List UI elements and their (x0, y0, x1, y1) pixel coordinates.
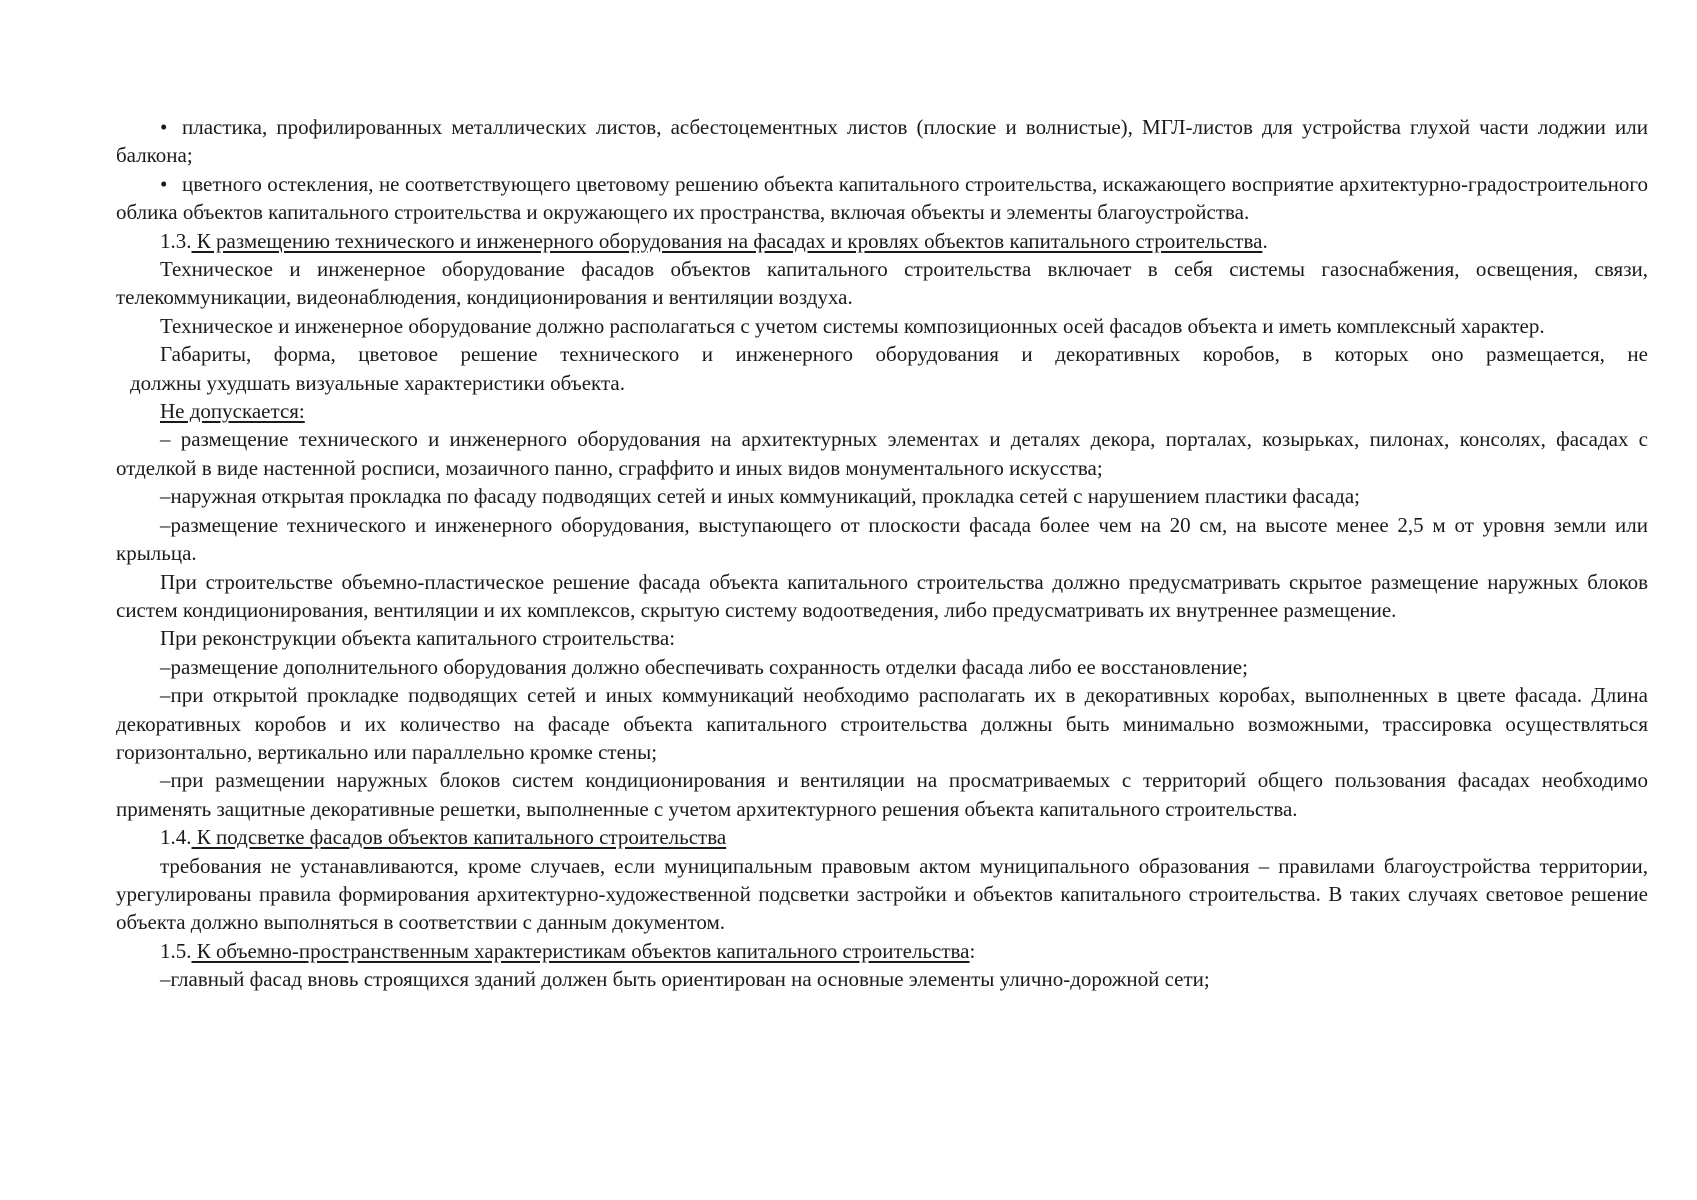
list-item: – размещение технического и инженерного оборудования на архитектурных элементах и деталях декора, порталах, козырьках, пилонах, консолях, фасадах с отделкой в виде настенной росписи, мозаичного панно, сграффито и иных видов монументального искусства; (116, 427, 1648, 480)
paragraph: Габариты, форма, цветовое решение технического и инженерного оборудования и декоративных коробов, в которых оно размещается, не (160, 342, 1648, 367)
paragraph: При реконструкции объекта капитального строительства: (160, 626, 676, 651)
bullet-icon: • (160, 115, 168, 139)
bullet-text: пластика, профилированных металлических листов, асбестоцементных листов (плоские и волнистые), МГЛ-листов для устройства глухой части лоджии или балкона; (116, 115, 1648, 168)
not-allowed-label-row (116, 397, 1648, 425)
bullet-item-plastic (116, 113, 1648, 170)
list-item: –размещение технического и инженерного оборудования, выступающего от плоскости фасада более чем на 20 см, на высоте менее 2,5 м от уровня земли или крыльца. (116, 512, 1648, 566)
section-heading-1-3 (116, 227, 1648, 255)
section-title: К подсветке фасадов объектов капитального строительства (191, 825, 727, 850)
list-item: –при размещении наружных блоков систем кондиционирования и вентиляции на просматриваемых с территорий общего пользования фасадах необходимо применять защитные декоративные решетки, выполненные с учетом архитектурного решения объекта капитального строительства. (116, 768, 1648, 821)
paragraph: требования не устанавливаются, кроме случаев, если муниципальным правовым актом муниципального образования – правилами благоустройства территории, урегулированы правила формирования архитектурно-художественной подсветки застройки и объектов капитального строительства. В таких случаях световое решение объекта должно выполняться в соответствии с данным документом. (116, 853, 1648, 935)
list-item: –размещение дополнительного оборудования должно обеспечивать сохранность отделки фасада либо ее восстановление; (160, 654, 1248, 679)
paragraph: При строительстве объемно-пластическое решение фасада объекта капитального строительства должно предусматривать скрытое размещение наружных блоков систем кондиционирования, вентиляции и их комплексов, скрытую систему водоотведения, либо предусматривать их внутреннее размещение. (116, 569, 1648, 622)
bullet-icon: • (160, 171, 168, 196)
document-page (116, 113, 1648, 994)
paragraph: Техническое и инженерное оборудование фасадов объектов капитального строительства включает в себя системы газоснабжения, освещения, связи, телекоммуникации, видеонаблюдения, кондиционирования и вентиляции воздуха. (116, 257, 1648, 310)
section-title: К размещению технического и инженерного оборудования на фасадах и кровлях объектов капитального строительства (191, 228, 1263, 253)
section-number: 1.4. (160, 825, 192, 850)
section-title-end: : (969, 938, 976, 963)
list-item: –при открытой прокладке подводящих сетей и иных коммуникаций необходимо располагать их в декоративных коробах, выполненных в цвете фасада. Длина декоративных коробов и их количество на фасаде объекта капитального строительства должны быть минимально возможными, трассировка осуществляться горизонтально, вертикально или параллельно кромке стены; (116, 683, 1648, 764)
not-allowed-label: Не допускается: (160, 399, 305, 424)
list-item: –наружная открытая прокладка по фасаду подводящих сетей и иных коммуникаций, прокладка сетей с нарушением пластики фасада; (160, 484, 1360, 509)
section-heading-1-5 (116, 937, 1648, 965)
section-heading-1-4 (116, 823, 1648, 851)
paragraph-continuation: должны ухудшать визуальные характеристики объекта. (130, 370, 625, 395)
section-title: К объемно-пространственным характеристикам объектов капитального строительства (191, 938, 970, 963)
section-number: 1.3. (160, 228, 192, 253)
list-item: –главный фасад вновь строящихся зданий должен быть ориентирован на основные элементы улично-дорожной сети; (160, 967, 1210, 992)
bullet-item-glazing (116, 170, 1648, 227)
paragraph: Техническое и инженерное оборудование должно располагаться с учетом системы композиционных осей фасадов объекта и иметь комплексный характер. (160, 313, 1545, 338)
section-number: 1.5. (160, 938, 192, 963)
bullet-text: цветного остекления, не соответствующего цветовому решению объекта капитального строительства, искажающего восприятие архитектурно-градостроительного облика объектов капитального строительства и окружающего их пространства, включая объекты и элементы благоустройства. (116, 171, 1648, 225)
section-title-end: . (1262, 228, 1268, 253)
